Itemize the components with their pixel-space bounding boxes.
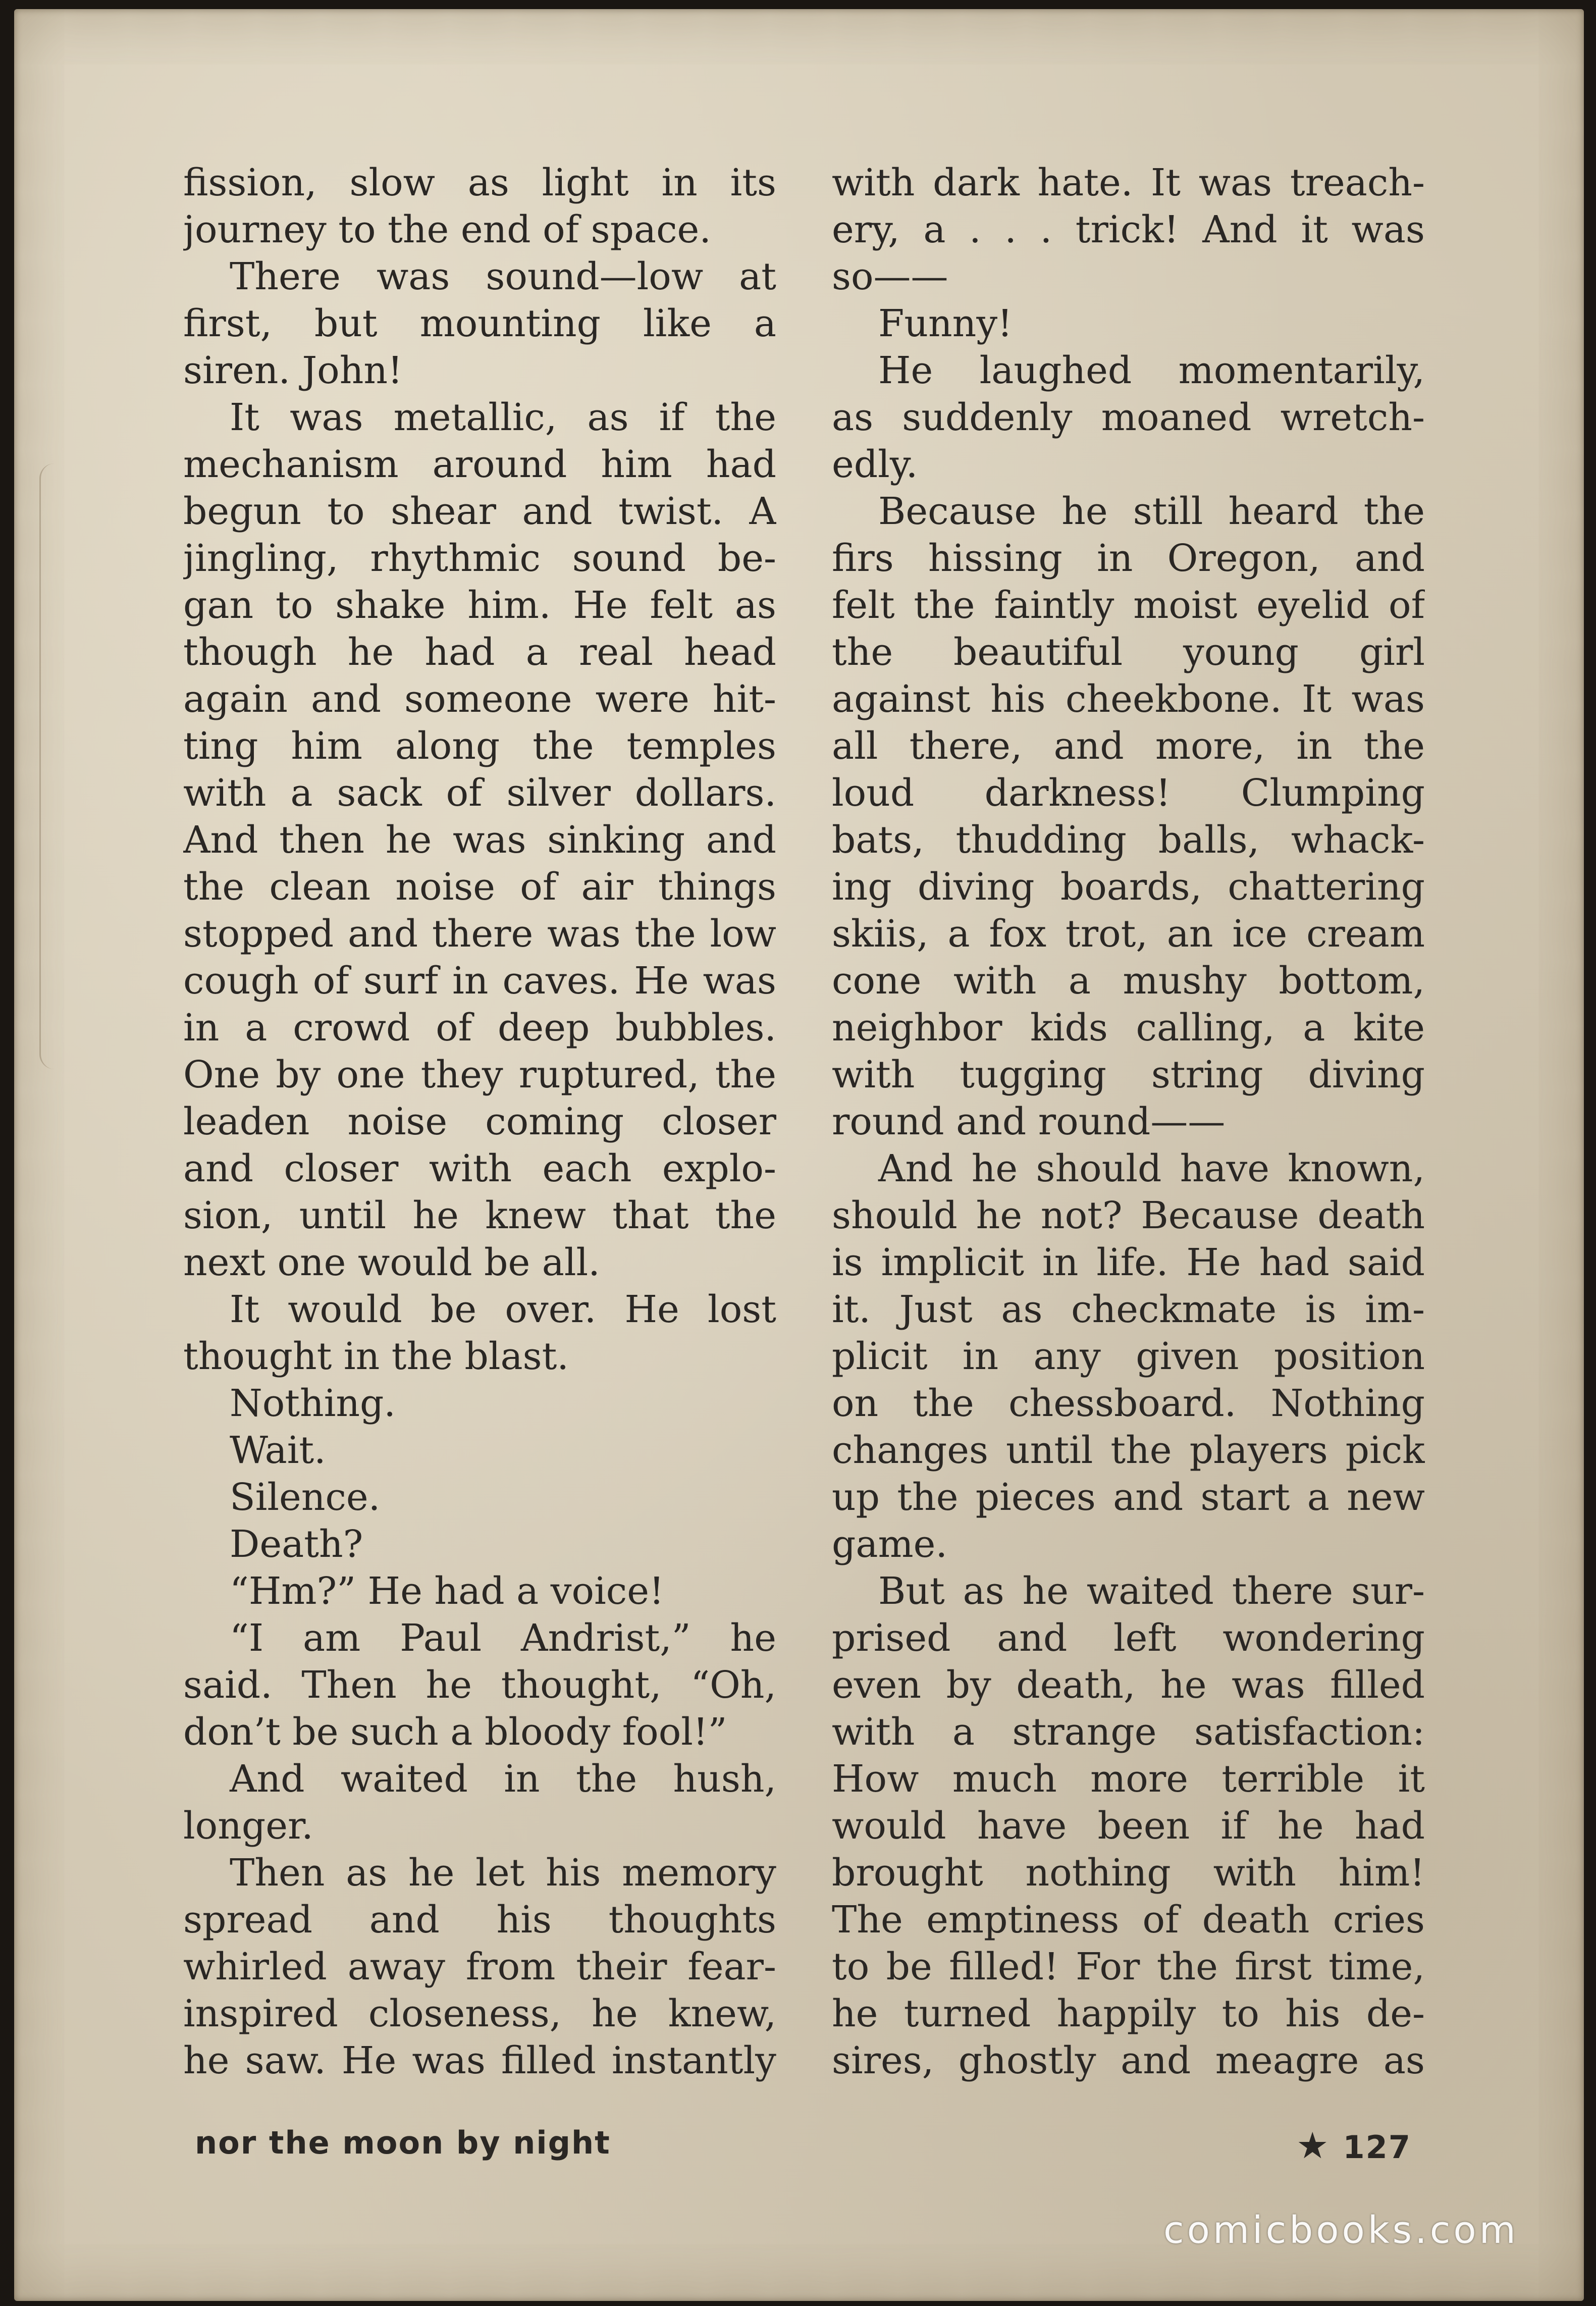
text-line: longer. bbox=[183, 1804, 313, 1848]
text-line: It was metallic, as if the bbox=[230, 396, 776, 439]
book-page bbox=[14, 9, 1584, 2301]
text-line: siren. John! bbox=[183, 349, 403, 392]
text-line: There was sound—low at bbox=[230, 255, 776, 298]
text-line: One by one they ruptured, the bbox=[183, 1053, 776, 1096]
text-line: fission, slow as light in its bbox=[183, 161, 776, 204]
text-line: said. Then he thought, “Oh, bbox=[183, 1663, 776, 1707]
text-line: thought in the blast. bbox=[183, 1335, 569, 1378]
text-line: cone with a mushy bottom, bbox=[832, 959, 1425, 1003]
text-line: he turned happily to his de- bbox=[832, 1992, 1425, 2035]
page-number-block bbox=[1296, 2124, 1411, 2167]
text-line: again and someone were hit- bbox=[183, 677, 776, 721]
text-line: he saw. He was filled instantly bbox=[183, 2039, 776, 2082]
text-line: on the chessboard. Nothing bbox=[832, 1382, 1425, 1425]
text-line: “Hm?” He had a voice! bbox=[230, 1569, 664, 1613]
text-line: as suddenly moaned wretch- bbox=[832, 396, 1425, 439]
text-line: Nothing. bbox=[230, 1382, 396, 1425]
text-line: And waited in the hush, bbox=[230, 1757, 776, 1801]
text-line: prised and left wondering bbox=[832, 1616, 1425, 1660]
text-line: to be filled! For the first time, bbox=[832, 1945, 1425, 1988]
right-text-column bbox=[832, 160, 1425, 2128]
text-line: gan to shake him. He felt as bbox=[183, 584, 776, 627]
text-line: though he had a real head bbox=[183, 631, 776, 674]
text-line: journey to the end of space. bbox=[183, 208, 711, 251]
text-line: with a strange satisfaction: bbox=[832, 1710, 1425, 1754]
text-line: cough of surf in caves. He was bbox=[183, 959, 776, 1003]
text-line: spread and his thoughts bbox=[183, 1898, 776, 1942]
text-line: bats, thudding balls, whack- bbox=[832, 818, 1425, 862]
text-line: is implicit in life. He had said bbox=[832, 1241, 1425, 1284]
text-line: so—— bbox=[832, 255, 948, 298]
text-line: loud darkness! Clumping bbox=[832, 771, 1425, 815]
text-line: should he not? Because death bbox=[832, 1194, 1425, 1237]
text-line: Because he still heard the bbox=[878, 490, 1425, 533]
text-line: And then he was sinking and bbox=[183, 818, 776, 862]
text-line: Funny! bbox=[878, 302, 1013, 345]
text-line: How much more terrible it bbox=[832, 1757, 1425, 1801]
text-line: sion, until he knew that the bbox=[183, 1194, 776, 1237]
text-line: with tugging string diving bbox=[832, 1053, 1425, 1096]
text-line: and closer with each explo- bbox=[183, 1147, 776, 1190]
text-line: the clean noise of air things bbox=[183, 865, 776, 909]
text-line: ery, a . . . trick! And it was bbox=[832, 208, 1425, 251]
text-line: round and round—— bbox=[832, 1100, 1226, 1143]
text-line: game. bbox=[832, 1523, 947, 1566]
text-line: ting him along the temples bbox=[183, 724, 776, 768]
text-line: with dark hate. It was treach- bbox=[832, 161, 1425, 204]
text-line: would have been if he had bbox=[832, 1804, 1425, 1848]
text-line: But as he waited there sur- bbox=[878, 1569, 1425, 1613]
text-line: against his cheekbone. It was bbox=[832, 677, 1425, 721]
text-line: brought nothing with him! bbox=[832, 1851, 1425, 1895]
watermark: comicbooks.com bbox=[1163, 2209, 1519, 2252]
text-line: sires, ghostly and meagre as bbox=[832, 2039, 1425, 2082]
text-line: first, but mounting like a bbox=[183, 302, 776, 345]
text-line: all there, and more, in the bbox=[832, 724, 1425, 768]
text-line: with a sack of silver dollars. bbox=[183, 771, 776, 815]
text-line: changes until the players pick bbox=[832, 1429, 1425, 1472]
text-line: in a crowd of deep bubbles. bbox=[183, 1006, 776, 1050]
text-line: He laughed momentarily, bbox=[878, 349, 1425, 392]
text-line: Silence. bbox=[230, 1476, 381, 1519]
text-line: ing diving boards, chattering bbox=[832, 865, 1425, 909]
text-line: skiis, a fox trot, an ice cream bbox=[832, 912, 1425, 956]
text-line: Wait. bbox=[230, 1429, 326, 1472]
text-line: up the pieces and start a new bbox=[832, 1476, 1425, 1519]
text-line: mechanism around him had bbox=[183, 443, 776, 486]
text-line: stopped and there was the low bbox=[183, 912, 776, 956]
text-line: neighbor kids calling, a kite bbox=[832, 1006, 1425, 1050]
text-line: Death? bbox=[230, 1523, 363, 1566]
text-line: edly. bbox=[832, 443, 918, 486]
text-line: firs hissing in Oregon, and bbox=[832, 537, 1425, 580]
text-line: plicit in any given position bbox=[832, 1335, 1425, 1378]
page-number: 127 bbox=[1343, 2129, 1411, 2166]
text-line: it. Just as checkmate is im- bbox=[832, 1288, 1425, 1331]
running-title: nor the moon by night bbox=[195, 2124, 611, 2161]
text-line: And he should have known, bbox=[878, 1147, 1425, 1190]
text-line: jingling, rhythmic sound be- bbox=[183, 537, 776, 580]
text-line: begun to shear and twist. A bbox=[183, 490, 776, 533]
text-line: felt the faintly moist eyelid of bbox=[832, 584, 1425, 627]
text-line: The emptiness of death cries bbox=[832, 1898, 1425, 1942]
text-line: It would be over. He lost bbox=[230, 1288, 776, 1331]
text-line: don’t be such a bloody fool!” bbox=[183, 1710, 727, 1754]
text-line: next one would be all. bbox=[183, 1241, 600, 1284]
text-line: inspired closeness, he knew, bbox=[183, 1992, 776, 2035]
binding-edge bbox=[39, 463, 71, 1069]
star-icon: ★ bbox=[1296, 2124, 1330, 2167]
text-line: Then as he let his memory bbox=[230, 1851, 776, 1895]
text-line: leaden noise coming closer bbox=[183, 1100, 776, 1143]
left-text-column bbox=[183, 160, 776, 2128]
text-line: even by death, he was filled bbox=[832, 1663, 1425, 1707]
text-line: whirled away from their fear- bbox=[183, 1945, 776, 1988]
text-line: “I am Paul Andrist,” he bbox=[230, 1616, 776, 1660]
text-line: the beautiful young girl bbox=[832, 631, 1425, 674]
